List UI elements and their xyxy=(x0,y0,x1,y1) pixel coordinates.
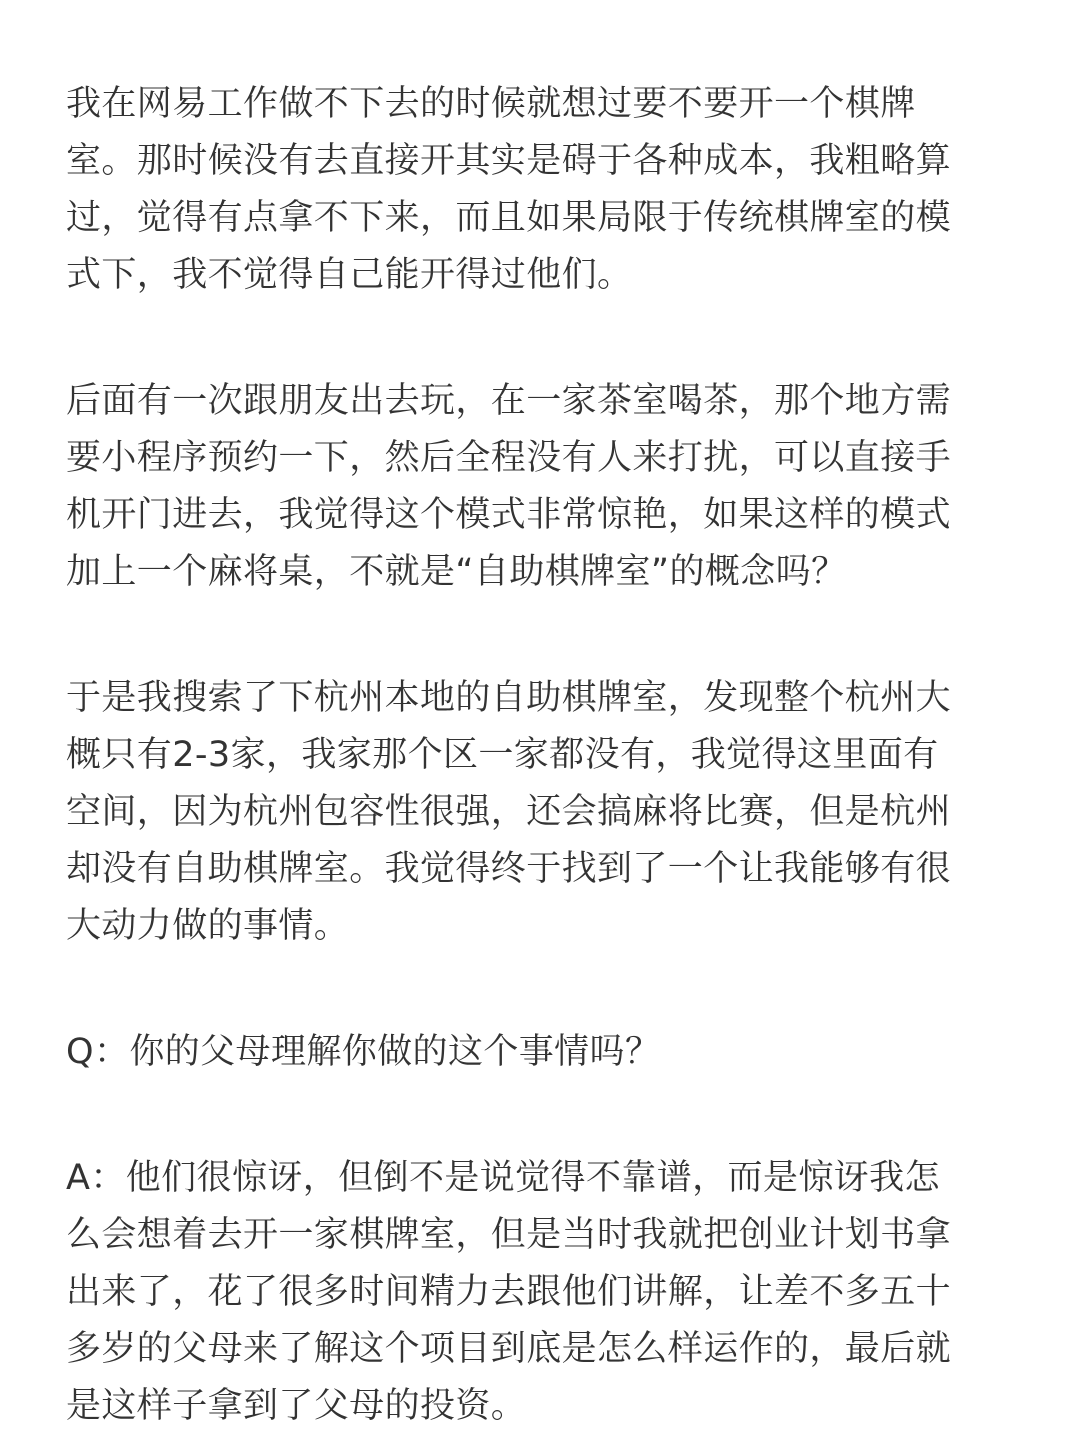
text-line: 后面有一次跟朋友出去玩，在一家茶室喝茶，那个地方需 xyxy=(66,381,952,421)
text-line: 要小程序预约一下，然后全程没有人来打扰，可以直接手 xyxy=(66,438,952,478)
text-line: 过，觉得有点拿不下来，而且如果局限于传统棋牌室的模 xyxy=(66,198,952,238)
text-line: 概只有2-3家，我家那个区一家都没有，我觉得这里面有 xyxy=(66,735,939,775)
text-line: 空间，因为杭州包容性很强，还会搞麻将比赛，但是杭州 xyxy=(66,792,952,832)
paragraph-3 xyxy=(66,670,1014,955)
paragraph-2 xyxy=(66,373,1014,601)
answer-paragraph xyxy=(66,1150,1014,1435)
text-line: 我在网易工作做不下去的时候就想过要不要开一个棋牌 xyxy=(66,84,916,124)
paragraph-spacer xyxy=(66,1081,1014,1150)
text-line: 大动力做的事情。 xyxy=(66,906,350,946)
paragraph-1 xyxy=(66,76,1014,304)
text-line: 室。那时候没有去直接开其实是碍于各种成本，我粗略算 xyxy=(66,141,952,181)
text-line: 却没有自助棋牌室。我觉得终于找到了一个让我能够有很 xyxy=(66,849,952,889)
answer-line: 出来了，花了很多时间精力去跟他们讲解，让差不多五十 xyxy=(66,1272,952,1312)
question-paragraph xyxy=(66,1024,1014,1081)
paragraph-spacer xyxy=(66,955,1014,1024)
paragraph-spacer xyxy=(66,601,1014,670)
text-line: 式下，我不觉得自己能开得过他们。 xyxy=(66,255,633,295)
text-line: 加上一个麻将桌，不就是“自助棋牌室”的概念吗？ xyxy=(66,552,847,592)
paragraph-spacer xyxy=(66,304,1014,373)
answer-line: 多岁的父母来了解这个项目到底是怎么样运作的，最后就 xyxy=(66,1329,952,1369)
answer-line: A：他们很惊讶，但倒不是说觉得不靠谱，而是惊讶我怎 xyxy=(66,1158,940,1198)
answer-line: 是这样子拿到了父母的投资。 xyxy=(66,1386,527,1426)
answer-line: 么会想着去开一家棋牌室，但是当时我就把创业计划书拿 xyxy=(66,1215,952,1255)
question-line: Q：你的父母理解你做的这个事情吗？ xyxy=(66,1032,661,1072)
text-line: 于是我搜索了下杭州本地的自助棋牌室，发现整个杭州大 xyxy=(66,678,952,718)
text-line: 机开门进去，我觉得这个模式非常惊艳，如果这样的模式 xyxy=(66,495,952,535)
